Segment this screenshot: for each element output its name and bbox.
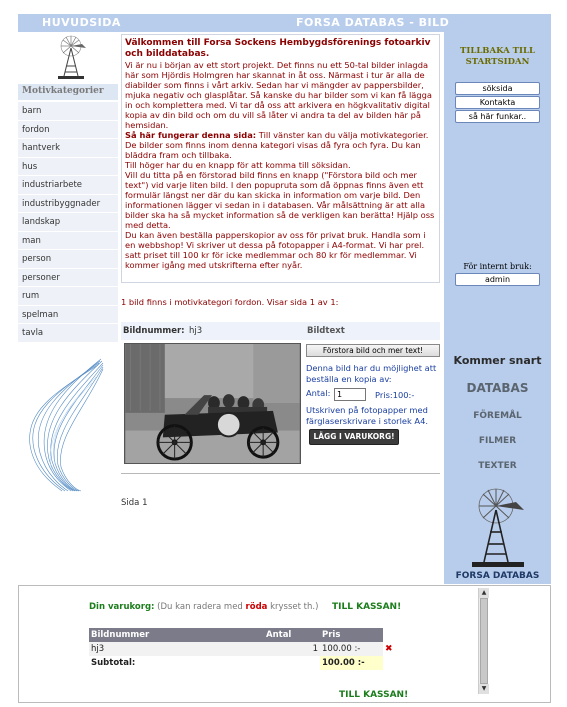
cart-scrollbar[interactable] xyxy=(478,588,488,694)
internal-use-label: För internt bruk: xyxy=(463,262,532,271)
subtotal-label: Subtotal: xyxy=(91,658,136,668)
admin-button[interactable]: admin xyxy=(455,273,540,286)
back-to-start-link[interactable]: TILLBAKA TILL STARTSIDAN xyxy=(460,46,535,67)
enlarge-image-button[interactable]: Förstora bild och mer text! xyxy=(306,344,440,357)
category-list xyxy=(18,102,118,343)
contact-button[interactable]: Kontakta xyxy=(455,96,540,109)
sidebar-item-rum[interactable]: rum xyxy=(18,287,118,306)
scroll-up-icon[interactable]: ▲ xyxy=(479,588,489,598)
logo-caption: FORSA DATABAS xyxy=(455,571,540,581)
decorative-swoosh-graphic xyxy=(26,357,104,492)
cart-title xyxy=(89,602,318,612)
windmill-logo-icon xyxy=(52,34,90,80)
sidebar-item-fordon[interactable]: fordon xyxy=(18,121,118,140)
subtotal-spacer xyxy=(264,656,320,670)
sidebar-item-industribyggnader[interactable]: industribyggnader xyxy=(18,195,118,214)
menu-foremal[interactable]: FÖREMÅL xyxy=(473,411,522,421)
col-antal: Antal xyxy=(264,628,320,642)
intro-paragraph-3: Till höger har du en knapp för att komma till söksidan. xyxy=(125,160,351,170)
vintage-car-photo[interactable] xyxy=(124,343,301,464)
left-sidebar xyxy=(18,32,118,582)
subtotal-spacer-2 xyxy=(383,656,397,670)
checkout-link[interactable]: TILL KASSAN! xyxy=(332,602,402,612)
cart-hint-post: krysset th.) xyxy=(267,602,319,612)
intro-paragraph-4: Vill du titta på en förstorad bild finns en knapp ("Förstora bild och mer text") vid varje liten bild. I den popupruta som då öppnas finns även ett formulär längst ner där du kan skicka in information om varje bild. Den informationen lägger vi sedan in i databasen. Vår målsättning är att alla bilder ska ha så mycket information så de verkligen kan berätta! Hjälp oss med detta. xyxy=(125,170,435,230)
search-page-button[interactable]: söksida xyxy=(455,82,540,95)
image-header-row xyxy=(121,322,440,340)
delete-icon[interactable]: ✖ xyxy=(383,642,397,656)
category-heading: Motivkategorier xyxy=(18,84,118,100)
quantity-row xyxy=(306,388,440,402)
right-sidebar xyxy=(444,32,551,584)
intro-paragraph-2 xyxy=(125,130,436,160)
cart-hint-red: röda xyxy=(245,602,268,612)
price-label: Pris:100:- xyxy=(375,390,415,400)
windmill-logo-icon xyxy=(464,486,532,568)
how-it-works-button[interactable]: så här funkar.. xyxy=(455,110,540,123)
print-info-text: Utskriven på fotopapper med färglaserskrivare i storlek A4. xyxy=(306,405,429,426)
divider xyxy=(121,473,440,474)
sidebar-item-barn[interactable]: barn xyxy=(18,102,118,121)
intro-paragraph-1: Vi är nu i början av ett stort projekt. Det finns nu ett 50-tal bilder inlagda här som Hjördis Holmgren har skannat in åt oss. Närmast i tur är alla de diabilder som finns i vårt arkiv. Sedan har vi mängder av pappersbilder, mjuka negativ och glasplåtar. Så kanske du har bilder som vi kan få lägga in och komplettera med. Vi tar då oss att arkivera en högkvalitativ digital kopia av din bild och om du vill så låter vi andra ta del av bilden här på hemsidan. xyxy=(125,60,432,130)
sidebar-item-spelman[interactable]: spelman xyxy=(18,306,118,325)
result-summary: 1 bild finns i motivkategori fordon. Visar sida 1 av 1: xyxy=(121,297,339,307)
databas-label: DATABAS xyxy=(466,381,529,395)
image-text-label: Bildtext xyxy=(307,326,345,336)
sidebar-item-person[interactable]: person xyxy=(18,250,118,269)
intro-heading: Välkommen till Forsa Sockens Hembygdsförenings fotoarkiv och bilddatabas. xyxy=(125,38,431,59)
intro-how-text: Till vänster kan du välja motivkategorier. De bilder som finns inom denna kategori visas då fyra och fyra. Du kan bläddra fram och tillbaka. xyxy=(125,130,429,160)
quantity-input[interactable]: 1 xyxy=(334,388,366,401)
order-info-text: Denna bild har du möjlighet att beställa en kopia av: xyxy=(306,363,437,384)
col-pris: Pris xyxy=(320,628,383,642)
image-number-value: hj3 xyxy=(189,326,203,336)
sidebar-item-landskap[interactable]: landskap xyxy=(18,213,118,232)
page-indicator: Sida 1 xyxy=(121,498,148,508)
scroll-down-icon[interactable]: ▼ xyxy=(479,684,489,694)
subtotal-value: 100.00 :- xyxy=(320,656,383,670)
intro-text-box xyxy=(121,34,440,283)
sidebar-item-tavla[interactable]: tavla xyxy=(18,324,118,343)
cart-cell-antal: 1 xyxy=(264,642,320,656)
quantity-label: Antal: xyxy=(306,388,331,398)
cart-header-row xyxy=(89,628,397,642)
sidebar-item-hantverk[interactable]: hantverk xyxy=(18,139,118,158)
header-bar xyxy=(18,14,551,32)
sidebar-item-hus[interactable]: hus xyxy=(18,158,118,177)
col-bildnummer: Bildnummer xyxy=(89,628,264,642)
checkout-link-bottom[interactable]: TILL KASSAN! xyxy=(339,690,409,700)
scroll-thumb[interactable] xyxy=(480,598,488,684)
sidebar-item-industriarbete[interactable]: industriarbete xyxy=(18,176,118,195)
cart-cell-pris: 100.00 :- xyxy=(320,642,383,656)
sidebar-item-man[interactable]: man xyxy=(18,232,118,251)
col-delete xyxy=(383,628,397,642)
cart-table xyxy=(89,628,397,670)
cart-title-label: Din varukorg: xyxy=(89,602,155,612)
intro-paragraph-5: Du kan även beställa papperskopior av oss för privat bruk. Handla som i en webbshop! Vi skriver ut dessa på fotopapper i A4-format. Vi har prel. satt priset till 100 kr för icke medlemmar och 80 kr för medlemmar. Vi kommer igång med utskrifterna efter nyår. xyxy=(125,230,426,270)
coming-soon-label: Kommer snart xyxy=(453,354,542,367)
table-row xyxy=(89,642,397,656)
add-to-cart-button[interactable]: LÄGG I VARUKORG! xyxy=(309,429,399,445)
sidebar-item-personer[interactable]: personer xyxy=(18,269,118,288)
image-number-label: Bildnummer: xyxy=(123,326,185,336)
page-title: FORSA DATABAS - BILD xyxy=(296,16,450,29)
cart-hint-pre: (Du kan radera med xyxy=(154,602,246,612)
cart-frame xyxy=(18,585,551,703)
intro-how-label: Så här fungerar denna sida: xyxy=(125,130,257,140)
subtotal-row xyxy=(89,656,397,670)
menu-texter[interactable]: TEXTER xyxy=(478,461,517,471)
cart-cell-bildnummer: hj3 xyxy=(89,642,264,656)
home-link[interactable]: HUVUDSIDA xyxy=(42,16,121,29)
menu-filmer[interactable]: FILMER xyxy=(478,436,517,446)
